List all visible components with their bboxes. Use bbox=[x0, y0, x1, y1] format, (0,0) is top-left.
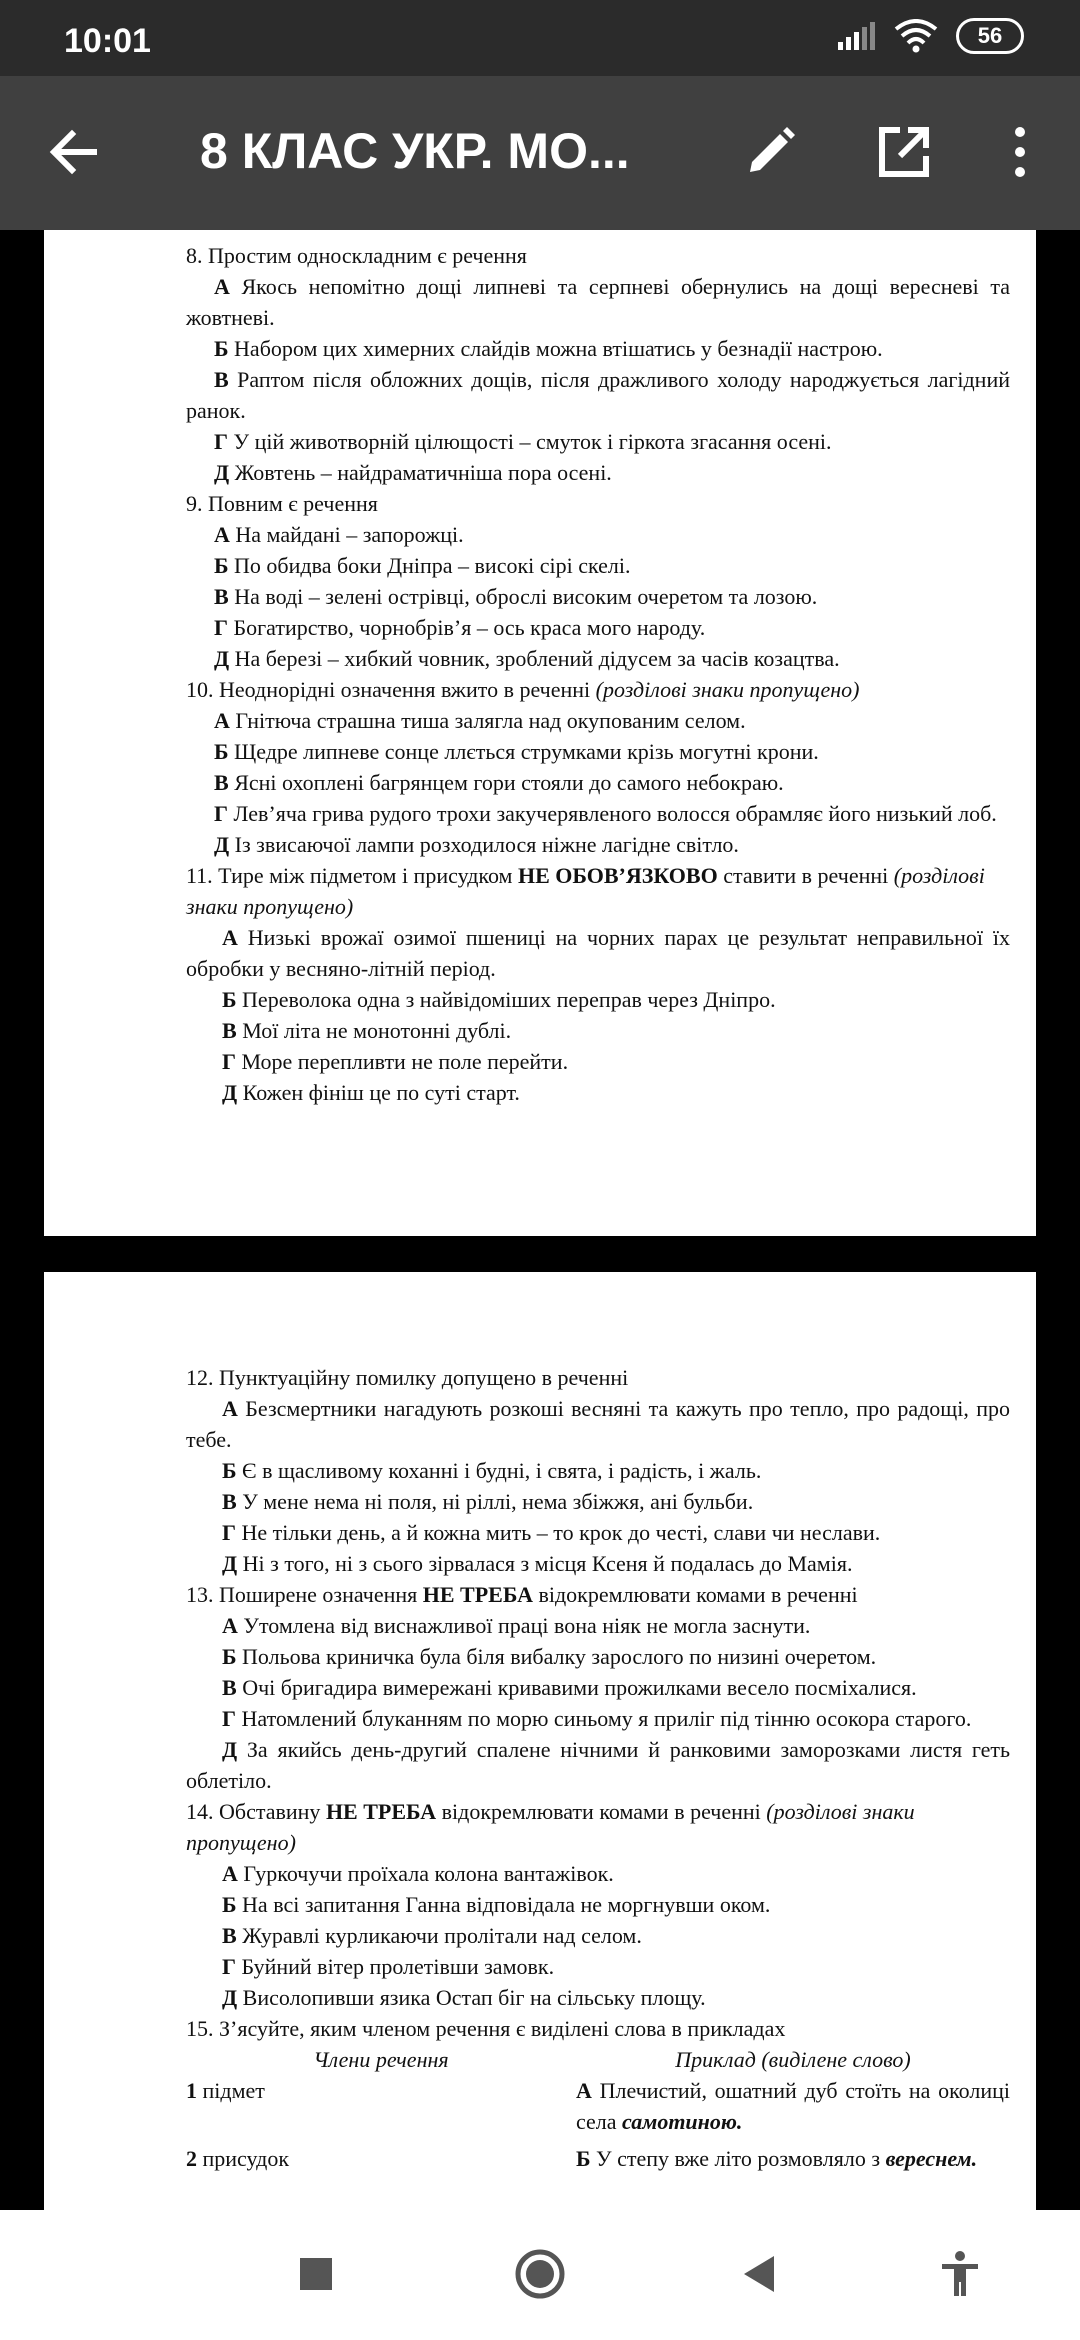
option-letter: А bbox=[214, 274, 230, 299]
option-text: Безсмертники нагадують розкоші весняні та кажуть про тепло, про радощі, про тебе. bbox=[186, 1396, 1011, 1452]
option-11d bbox=[186, 1046, 1010, 1077]
option-13b bbox=[186, 1641, 1010, 1672]
option-letter: Б bbox=[222, 987, 237, 1012]
question-10 bbox=[186, 674, 1010, 705]
option-letter: Б bbox=[222, 1644, 237, 1669]
question-14 bbox=[186, 1796, 1010, 1858]
option-8c bbox=[186, 364, 1010, 426]
open-external-icon[interactable] bbox=[874, 122, 934, 182]
option-9d bbox=[186, 612, 1010, 643]
option-text: Очі бригадира вимережані кривавими прожилками весело посміхалися. bbox=[242, 1675, 917, 1700]
row-highlighted-word: вереснем. bbox=[885, 2146, 978, 2171]
option-letter: В bbox=[222, 1489, 237, 1514]
option-14d bbox=[186, 1951, 1010, 1982]
option-12e bbox=[186, 1548, 1010, 1579]
option-text: У мене нема ні поля, ні ріллі, нема збіжжя, ані бульби. bbox=[242, 1489, 754, 1514]
option-text: Утомлена від виснажливої праці вона ніяк не могла заснути. bbox=[243, 1613, 811, 1638]
option-text: Мої літа не монотонні дублі. bbox=[242, 1018, 512, 1043]
question-9: 9. Повним є речення bbox=[186, 491, 378, 516]
option-letter: В bbox=[214, 770, 229, 795]
question-8: 8. Простим односкладним є речення bbox=[186, 243, 527, 268]
option-letter: Б bbox=[214, 553, 229, 578]
option-12c bbox=[186, 1486, 1010, 1517]
question-15: 15. З’ясуйте, яким членом речення є виділені слова в прикладах bbox=[186, 2016, 786, 2041]
option-text: Богатирство, чорнобрів’я – ось краса мого народу. bbox=[233, 615, 706, 640]
question-text-after: відокремлювати комами в реченні bbox=[538, 1582, 858, 1607]
question-text: 10. Неоднорідні означення вжито в реченні bbox=[186, 677, 591, 702]
option-text: Буйний вітер пролетівши замовк. bbox=[241, 1954, 555, 1979]
recent-apps-square-icon[interactable] bbox=[288, 2246, 344, 2302]
option-text: За якийсь день-другий спалене нічними й ранковими заморозками листя геть облетіло. bbox=[186, 1737, 1010, 1793]
option-text: Натомлений блуканням по морю синьому я приліг під тінню осокора старого. bbox=[241, 1706, 972, 1731]
question-12: 12. Пунктуаційну помилку допущено в реченні bbox=[186, 1365, 629, 1390]
matching-right-cell bbox=[576, 2075, 1010, 2137]
option-13c bbox=[186, 1672, 1010, 1703]
option-14a bbox=[186, 1858, 1010, 1889]
option-8a bbox=[186, 271, 1010, 333]
option-text: Низькі врожаї озимої пшениці на чорних парах це результат неправильної їх обробки у весняно-літній період. bbox=[186, 925, 1010, 981]
option-letter: В bbox=[214, 367, 229, 392]
option-text: Гнітюча страшна тиша залягла над окупованим селом. bbox=[235, 708, 746, 733]
option-text: На воді – зелені острівці, оброслі високим очеретом та лозою. bbox=[234, 584, 818, 609]
option-9e bbox=[186, 643, 1010, 674]
option-text: Висолопивши язика Остап біг на сільську площу. bbox=[242, 1985, 706, 2010]
option-letter: Д bbox=[222, 1985, 238, 2010]
row-number: 2 bbox=[186, 2146, 197, 2171]
option-letter: Г bbox=[214, 801, 228, 826]
option-text: Море перепливти не поле перейти. bbox=[241, 1049, 569, 1074]
question-text: 11. Тире між підметом і присудком bbox=[186, 863, 513, 888]
option-8e bbox=[186, 457, 1010, 488]
row-number: 1 bbox=[186, 2078, 197, 2103]
option-9b bbox=[186, 550, 1010, 581]
option-text: Кожен фініш це по суті старт. bbox=[242, 1080, 520, 1105]
question-emphasis: НЕ ТРЕБА bbox=[325, 1799, 437, 1824]
matching-row-1 bbox=[186, 2075, 1010, 2137]
edit-pencil-icon[interactable] bbox=[740, 122, 800, 182]
option-letter: Д bbox=[222, 1737, 238, 1762]
option-13d bbox=[186, 1703, 1010, 1734]
option-letter: Д bbox=[222, 1551, 238, 1576]
matching-left-cell bbox=[186, 2143, 576, 2174]
option-text: Якось непомітно дощі липневі та серпневі обернулись на дощі вересневі та жовтневі. bbox=[186, 274, 1010, 330]
question-11 bbox=[186, 860, 1010, 922]
navigation-bar bbox=[0, 2210, 1080, 2340]
option-9c bbox=[186, 581, 1010, 612]
option-10c bbox=[186, 767, 1010, 798]
option-letter: А bbox=[214, 522, 230, 547]
option-13a bbox=[186, 1610, 1010, 1641]
back-arrow-icon[interactable] bbox=[44, 122, 104, 182]
question-note: (розділові знаки пропущено) bbox=[186, 1799, 915, 1855]
option-letter: Г bbox=[222, 1954, 236, 1979]
option-letter: Б bbox=[214, 336, 229, 361]
option-11b bbox=[186, 984, 1010, 1015]
option-text: Польова криничка була біля вибалку зарослого по низині очеретом. bbox=[242, 1644, 877, 1669]
option-letter: Г bbox=[222, 1049, 236, 1074]
status-time: 10:01 bbox=[64, 22, 151, 60]
option-14b bbox=[186, 1889, 1010, 1920]
option-text: Переволока одна з найвідоміших переправ через Дніпро. bbox=[242, 987, 776, 1012]
option-text: Лев’яча грива рудого трохи закучерявленого волосся обрамляє його низький лоб. bbox=[233, 801, 997, 826]
option-text: Ні з того, ні з сього зірвалася з місця Ксеня й подалась до Мамія. bbox=[242, 1551, 853, 1576]
option-text: Є в щасливому коханні і будні, і свята, і радість, і жаль. bbox=[242, 1458, 762, 1483]
option-8d bbox=[186, 426, 1010, 457]
option-11a bbox=[186, 922, 1010, 984]
option-letter: Г bbox=[222, 1520, 236, 1545]
option-text: На березі – хибкий човник, зроблений дідусем за часів козацтва. bbox=[234, 646, 840, 671]
option-10e bbox=[186, 829, 1010, 860]
option-11e bbox=[186, 1077, 1010, 1108]
option-text: На майдані – запорожці. bbox=[235, 522, 464, 547]
question-emphasis: НЕ ОБОВ’ЯЗКОВО bbox=[517, 863, 718, 888]
page-2-content bbox=[186, 1362, 1010, 2174]
option-letter: Д bbox=[214, 646, 230, 671]
row-label: підмет bbox=[202, 2078, 265, 2103]
matching-left-cell bbox=[186, 2075, 576, 2137]
signal-icon bbox=[836, 22, 876, 50]
option-letter: Г bbox=[222, 1706, 236, 1731]
status-icons bbox=[836, 18, 1024, 54]
option-12b bbox=[186, 1455, 1010, 1486]
wifi-icon bbox=[894, 19, 938, 53]
option-12d bbox=[186, 1517, 1010, 1548]
row-example: Плечистий, ошатний дуб стоїть на околиці села bbox=[576, 2078, 1010, 2134]
question-text: 14. Обставину bbox=[186, 1799, 321, 1824]
option-text: Не тільки день, а й кожна мить – то крок до честі, слави чи неслави. bbox=[241, 1520, 881, 1545]
question-note: (розділові знаки пропущено) bbox=[595, 677, 860, 702]
option-14c bbox=[186, 1920, 1010, 1951]
option-text: По обидва боки Дніпра – високі сірі скелі. bbox=[234, 553, 631, 578]
option-letter: Д bbox=[222, 1080, 238, 1105]
question-emphasis: НЕ ТРЕБА bbox=[422, 1582, 533, 1607]
question-text-after: ставити в реченні bbox=[723, 863, 889, 888]
option-text: На всі запитання Ганна відповідала не моргнувши оком. bbox=[242, 1892, 771, 1917]
option-letter: А bbox=[214, 708, 230, 733]
option-letter: Б bbox=[222, 1458, 237, 1483]
row-letter: А bbox=[576, 2078, 592, 2103]
option-11c bbox=[186, 1015, 1010, 1046]
col-left-header: Члени речення bbox=[313, 2047, 449, 2072]
option-10d bbox=[186, 798, 1010, 829]
question-text: 13. Поширене означення bbox=[186, 1582, 418, 1607]
accessibility-icon[interactable] bbox=[932, 2246, 988, 2302]
option-letter: Д bbox=[214, 832, 230, 857]
battery-indicator: 56 bbox=[956, 18, 1024, 54]
document-page-1 bbox=[44, 230, 1036, 1236]
option-letter: А bbox=[222, 925, 238, 950]
row-letter: Б bbox=[576, 2146, 591, 2171]
option-text: У цій животворній цілющості – смуток і гіркота згасання осені. bbox=[233, 429, 832, 454]
option-text: Жовтень – найдраматичніша пора осені. bbox=[234, 460, 612, 485]
row-highlighted-word: самотиною. bbox=[622, 2109, 743, 2134]
option-letter: А bbox=[222, 1396, 238, 1421]
option-letter: В bbox=[222, 1018, 237, 1043]
matching-table-header bbox=[186, 2044, 1010, 2075]
app-bar bbox=[0, 76, 1080, 230]
option-text: Ясні охоплені багрянцем гори стояли до самого небокраю. bbox=[234, 770, 784, 795]
option-9a bbox=[186, 519, 1010, 550]
page-1-content bbox=[186, 230, 1010, 1108]
option-letter: В bbox=[222, 1675, 237, 1700]
option-text: Журавлі курликаючи пролітали над селом. bbox=[242, 1923, 642, 1948]
back-triangle-icon[interactable] bbox=[732, 2246, 788, 2302]
option-text: Гуркочучи проїхала колона вантажівок. bbox=[243, 1861, 614, 1886]
option-letter: А bbox=[222, 1861, 238, 1886]
question-13 bbox=[186, 1579, 1010, 1610]
col-right-header: Приклад (виділене слово) bbox=[675, 2047, 911, 2072]
option-10a bbox=[186, 705, 1010, 736]
option-8b bbox=[186, 333, 1010, 364]
option-letter: Г bbox=[214, 429, 228, 454]
option-text: Раптом після обложних дощів, після дражливого холоду народжується лагідний ранок. bbox=[186, 367, 1011, 423]
option-letter: В bbox=[214, 584, 229, 609]
option-text: Із звисаючої лампи розходилося ніжне лагідне світло. bbox=[234, 832, 739, 857]
matching-right-cell bbox=[576, 2143, 1010, 2174]
option-letter: А bbox=[222, 1613, 238, 1638]
question-text-after: відокремлювати комами в реченні bbox=[441, 1799, 761, 1824]
document-page-2 bbox=[44, 1272, 1036, 2210]
option-10b bbox=[186, 736, 1010, 767]
status-bar bbox=[0, 0, 1080, 76]
option-12a bbox=[186, 1393, 1010, 1455]
more-options-icon[interactable] bbox=[990, 122, 1050, 182]
option-letter: Б bbox=[222, 1892, 237, 1917]
option-13e bbox=[186, 1734, 1010, 1796]
row-example: У степу вже літо розмовляло з bbox=[596, 2146, 881, 2171]
option-letter: Г bbox=[214, 615, 228, 640]
home-circle-icon[interactable] bbox=[512, 2246, 568, 2302]
option-letter: В bbox=[222, 1923, 237, 1948]
option-text: Щедре липневе сонце ллється струмками крізь могутні крони. bbox=[234, 739, 819, 764]
document-title: 8 КЛАС УКР. МО... bbox=[200, 123, 630, 179]
option-letter: Д bbox=[214, 460, 230, 485]
row-label: присудок bbox=[202, 2146, 290, 2171]
option-letter: Б bbox=[214, 739, 229, 764]
option-text: Набором цих химерних слайдів можна втішатись у безнадії настрою. bbox=[234, 336, 883, 361]
option-14e bbox=[186, 1982, 1010, 2013]
matching-row-2 bbox=[186, 2143, 1010, 2174]
question-note: (розділові знаки пропущено) bbox=[186, 863, 985, 919]
